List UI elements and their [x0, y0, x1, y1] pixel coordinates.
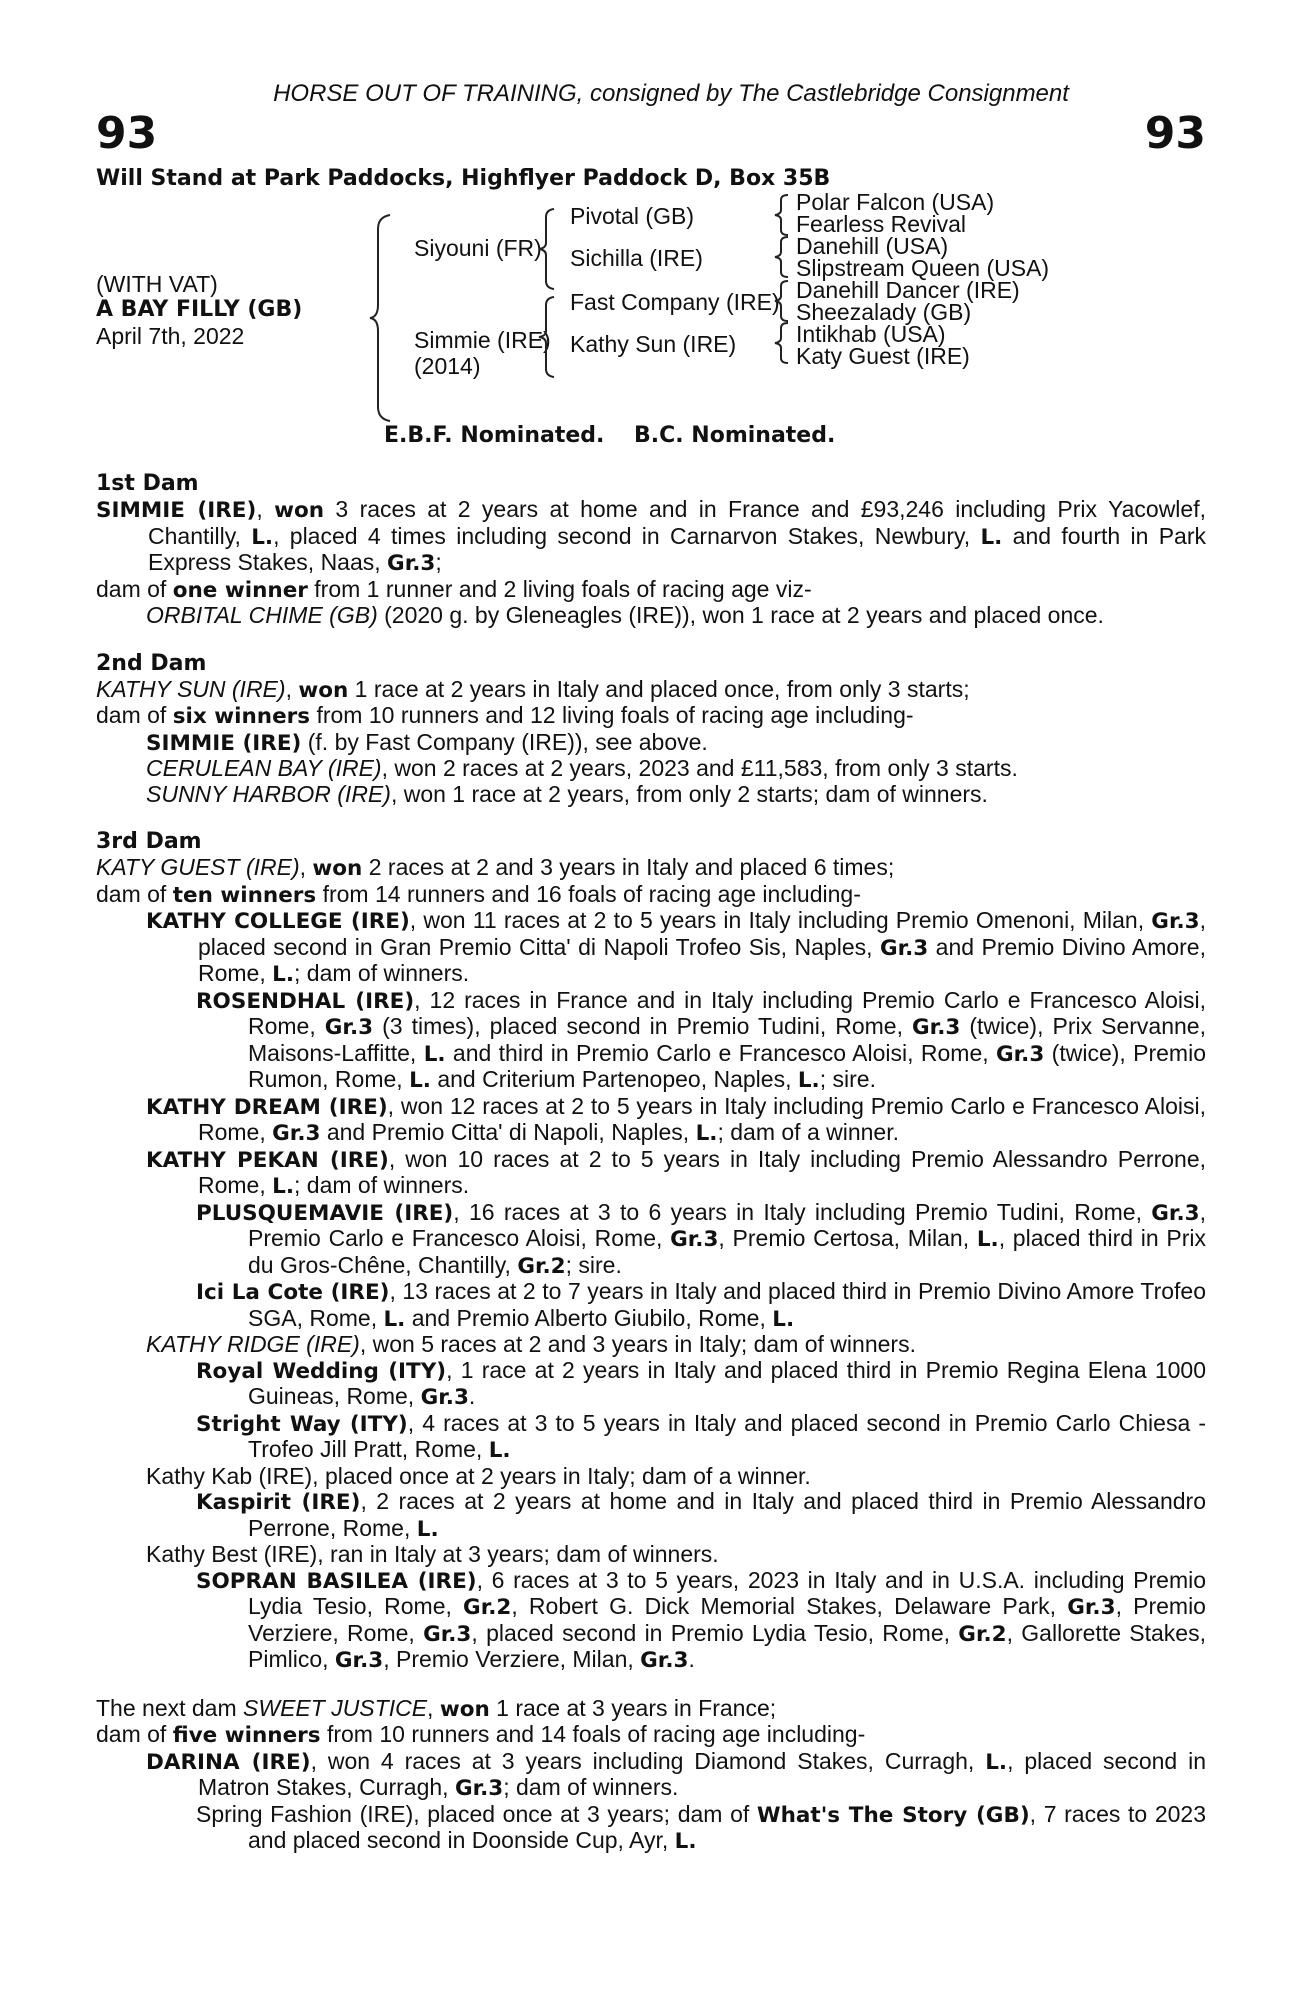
next-dam-produce: dam of five winners from 10 runners and 14 foals of racing age including- [96, 1721, 866, 1748]
pedigree-gen2-1: Pivotal (GB) [570, 203, 694, 229]
third-dam-section [96, 829, 1206, 1674]
pedigree-gen3-7: Intikhab (USA) [796, 321, 946, 347]
darina-entry: DARINA (IRE), won 4 races at 3 years including Diamond Stakes, Curragh, L., placed second in Matron Stakes, Curragh, Gr.3; dam of winners. [146, 1747, 1206, 1801]
pedigree-brace-dam [536, 295, 558, 379]
lot-number-row [96, 108, 1206, 164]
pedigree-brace-sire [536, 207, 558, 291]
vat-note: (WITH VAT) [96, 271, 218, 297]
first-dam-section [96, 471, 1206, 629]
kaspirit-entry: Kaspirit (IRE), 2 races at 2 years at home and in Italy and placed third in Premio Alessandro Perrone, Rome, L. [196, 1488, 1207, 1542]
foaling-date: April 7th, 2022 [96, 323, 245, 349]
nominations [96, 423, 1206, 459]
pedigree-gen2-2: Sichilla (IRE) [570, 245, 703, 271]
stright-way-entry: Stright Way (ITY), 4 races at 3 to 5 years in Italy and placed second in Premio Carlo Chiesa - Trofeo Jill Pratt, Rome, L. [196, 1409, 1206, 1463]
horse-name: A BAY FILLY (GB) [96, 297, 303, 322]
pedigree-brace-g3-3 [772, 279, 792, 323]
rosendhal-entry: ROSENDHAL (IRE), 12 races in France and in Italy including Premio Carlo e Francesco Aloisi, Rome, Gr.3 (3 times), placed second in Premio Tudini, Rome, Gr.3 (twice), Prix Servanne, Maisons-Laffitte, L. and third in Premio Carlo e Francesco Aloisi, Rome, Gr.3 (twice), Premio Rumon, Rome, L. and Criterium Partenopeo, Naples, L.; sire. [196, 986, 1206, 1093]
pedigree-gen3-3: Danehill (USA) [796, 233, 949, 259]
lot-number-right: 93 [1144, 108, 1206, 159]
dam-year: (2014) [414, 353, 481, 379]
second-dam-heading: 2nd Dam [96, 650, 207, 676]
catalogue-page [96, 80, 1206, 1855]
kathy-dream-entry: KATHY DREAM (IRE), won 12 races at 2 to 5 years in Italy including Premio Carlo e Francesco Aloisi, Rome, Gr.3 and Premio Citta' di Napoli, Naples, L.; dam of a winner. [146, 1092, 1206, 1146]
next-dam-section [96, 1696, 1206, 1855]
second-dam-record: KATHY SUN (IRE), won 1 race at 2 years in Italy and placed once, from only 3 starts; [96, 675, 970, 703]
pedigree-gen3-4: Slipstream Queen (USA) [796, 255, 1050, 281]
pedigree-gen3-5: Danehill Dancer (IRE) [796, 277, 1020, 303]
sire-name: Siyouni (FR) [414, 235, 542, 261]
royal-wedding-entry: Royal Wedding (ITY), 1 race at 2 years in Italy and placed third in Premio Regina Elena 1000 Guineas, Rome, Gr.3. [196, 1356, 1206, 1410]
kathy-pekan-entry: KATHY PEKAN (IRE), won 10 races at 2 to 5 years in Italy including Premio Alessandro Perrone, Rome, L.; dam of winners. [146, 1145, 1206, 1199]
pedigree-gen2-4: Kathy Sun (IRE) [570, 331, 737, 357]
pedigree-gen3-6: Sheezalady (GB) [796, 299, 972, 325]
pedigree-brace-g3-4 [772, 321, 792, 365]
consignment-line: HORSE OUT OF TRAINING, consigned by The Castlebridge Consignment [273, 80, 1069, 107]
pedigree-table [96, 189, 1206, 423]
stand-location: Will Stand at Park Paddocks, Highflyer Paddock D, Box 35B [96, 166, 831, 191]
second-dam-produce: dam of six winners from 10 runners and 12 living foals of racing age including- [96, 702, 914, 729]
bc-nomination: B.C. Nominated. [634, 423, 836, 448]
spring-fashion-entry: Spring Fashion (IRE), placed once at 3 years; dam of What's The Story (GB), 7 races to 2023 and placed second in Doonside Cup, Ayr, L. [196, 1800, 1206, 1854]
ebf-nomination: E.B.F. Nominated. [384, 423, 605, 448]
first-dam-foal: ORBITAL CHIME (GB) (2020 g. by Gleneagles (IRE)), won 1 race at 2 years and placed once. [146, 602, 1104, 628]
second-dam-foal-2: CERULEAN BAY (IRE), won 2 races at 2 years, 2023 and £11,583, from only 3 starts. [146, 755, 1018, 781]
third-dam-produce: dam of ten winners from 14 runners and 16 foals of racing age including- [96, 880, 861, 908]
pedigree-gen3-8: Katy Guest (IRE) [796, 343, 970, 369]
pedigree-brace-g3-2 [772, 235, 792, 279]
ici-la-cote-entry: Ici La Cote (IRE), 13 races at 2 to 7 years in Italy and placed third in Premio Divino Amore Trofeo SGA, Rome, L. and Premio Alberto Giubilo, Rome, L. [196, 1278, 1206, 1332]
pedigree-brace-main [368, 213, 398, 423]
kathy-kab-entry: Kathy Kab (IRE), placed once at 2 years in Italy; dam of a winner. [146, 1462, 811, 1489]
first-dam-record: SIMMIE (IRE), won 3 races at 2 years at home and in France and £93,246 including Prix Yacowlef, Chantilly, L., placed 4 times including second in Carnarvon Stakes, Newbury, L. and fourth in Park Express Stakes, Naas, Gr.3; [96, 496, 1206, 576]
next-dam-record: The next dam SWEET JUSTICE, won 1 race at 3 years in France; [96, 1694, 777, 1722]
first-dam-produce: dam of one winner from 1 runner and 2 living foals of racing age viz- [96, 575, 812, 603]
second-dam-section [96, 651, 1206, 808]
second-dam-foal-1: SIMMIE (IRE) (f. by Fast Company (IRE)), see above. [146, 728, 708, 756]
sopran-basilea-entry: SOPRAN BASILEA (IRE), 6 races at 3 to 5 years, 2023 in Italy and in U.S.A. including Premio Lydia Tesio, Rome, Gr.2, Robert G. Dick Memorial Stakes, Delaware Park, Gr.3, Premio Verziere, Rome, Gr.3, placed second in Premio Lydia Tesio, Rome, Gr.2, Gallorette Stakes, Pimlico, Gr.3, Premio Verziere, Milan, Gr.3. [196, 1566, 1207, 1673]
first-dam-heading: 1st Dam [96, 471, 199, 496]
kathy-ridge-entry: KATHY RIDGE (IRE), won 5 races at 2 and 3 years in Italy; dam of winners. [146, 1331, 916, 1357]
kathy-college-entry: KATHY COLLEGE (IRE), won 11 races at 2 to 5 years in Italy including Premio Omenoni, Milan, Gr.3, placed second in Gran Premio Citta' di Napoli Trofeo Sis, Naples, Gr.3 and Premio Divino Amore, Rome, L.; dam of winners. [146, 907, 1206, 987]
lot-number-left: 93 [96, 108, 158, 159]
pedigree-gen3-2: Fearless Revival [796, 211, 966, 237]
dam-name: Simmie (IRE) [414, 327, 551, 353]
second-dam-foal-3: SUNNY HARBOR (IRE), won 1 race at 2 years, from only 2 starts; dam of winners. [146, 780, 988, 807]
third-dam-heading: 3rd Dam [96, 829, 202, 854]
plusquemavie-entry: PLUSQUEMAVIE (IRE), 16 races at 3 to 6 years in Italy including Premio Tudini, Rome, Gr.3, Premio Carlo e Francesco Aloisi, Rome, Gr.3, Premio Certosa, Milan, L., placed third in Prix du Gros-Chêne, Chantilly, Gr.2; sire. [196, 1198, 1206, 1279]
pedigree-gen3-1: Polar Falcon (USA) [796, 189, 995, 215]
third-dam-record: KATY GUEST (IRE), won 2 races at 2 and 3 years in Italy and placed 6 times; [96, 854, 895, 881]
pedigree-gen2-3: Fast Company (IRE) [570, 289, 780, 315]
kathy-best-entry: Kathy Best (IRE), ran in Italy at 3 years; dam of winners. [146, 1541, 719, 1567]
pedigree-brace-g3-1 [772, 193, 792, 237]
